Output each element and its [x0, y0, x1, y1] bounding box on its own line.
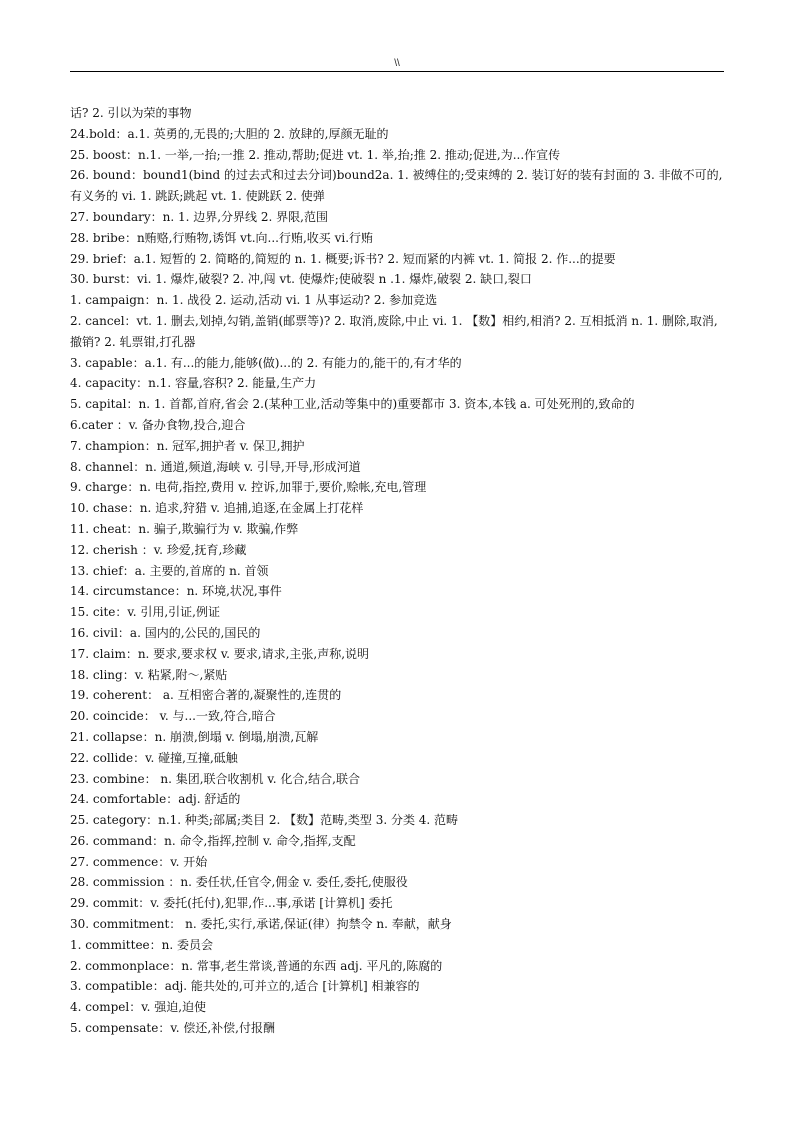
vocabulary-entry: 7. champion：n. 冠军,拥护者 v. 保卫,拥护 [70, 438, 305, 453]
vocabulary-entry: 22. collide：v. 碰撞,互撞,砥触 [70, 750, 238, 765]
vocabulary-entry: 28. bribe：n贿赂,行贿物,诱饵 vt.向...行贿,收买 vi.行贿 [70, 230, 374, 245]
vocabulary-entry: 30. burst：vi. 1. 爆炸,破裂? 2. 冲,闯 vt. 使爆炸;使破裂 n .1. 爆炸,破裂 2. 缺口,裂口 [70, 272, 532, 287]
vocabulary-entry: 5. compensate：v. 偿还,补偿,付报酬 [70, 1021, 275, 1036]
vocabulary-entry: 6.cater ：v. 备办食物,投合,迎合 [70, 417, 246, 432]
vocabulary-entry: 10. chase：n. 追求,狩猎 v. 追捕,追逐,在金属上打花样 [70, 501, 364, 516]
vocabulary-entry: 17. claim：n. 要求,要求权 v. 要求,请求,主张,声称,说明 [70, 646, 370, 661]
vocabulary-entry: 29. commit：v. 委托(托付),犯罪,作...事,承诺 [计算机] 委托 [70, 896, 393, 911]
vocabulary-entry: 19. coherent： a. 互相密合著的,凝聚性的,连贯的 [70, 688, 342, 703]
vocabulary-entry: 2. cancel：vt. 1. 删去,划掉,勾销,盖销(邮票等)? 2. 取消,废除,中止 vi. 1. 【数】相约,相消? 2. 互相抵消 n. 1. 删除,取消,撤销? 2. 轧票钳,打孔器 [70, 313, 718, 349]
vocabulary-entry: 27. commence：v. 开始 [70, 854, 208, 869]
vocabulary-entry: 25. category：n.1. 种类;部属;类目 2. 【数】范畴,类型 3. 分类 4. 范畴 [70, 813, 459, 828]
vocabulary-entry: 1. campaign：n. 1. 战役 2. 运动,活动 vi. 1 从事运动? 2. 参加竞选 [70, 293, 438, 308]
vocabulary-entry: 4. capacity：n.1. 容量,容积? 2. 能量,生产力 [70, 376, 317, 391]
vocabulary-entry: 15. cite：v. 引用,引证,例证 [70, 605, 220, 620]
vocabulary-entry: 9. charge：n. 电荷,指控,费用 v. 控诉,加罪于,要价,赊帐,充电,管理 [70, 480, 427, 495]
vocabulary-entry: 24.bold：a.1. 英勇的,无畏的;大胆的 2. 放肆的,厚颜无耻的 [70, 126, 389, 141]
vocabulary-entry: 2. commonplace：n. 常事,老生常谈,普通的东西 adj. 平凡的,陈腐的 [70, 958, 443, 973]
vocabulary-entry: 24. comfortable：adj. 舒适的 [70, 792, 241, 807]
vocabulary-entry: 16. civil：a. 国内的,公民的,国民的 [70, 625, 261, 640]
vocabulary-entry: 26. bound：bound1(bind 的过去式和过去分词)bound2a. 1. 被缚住的;受束缚的 2. 装订好的装有封面的 3. 非做不可的,有义务的 vi. 1. 跳跃;跳起 vt. 1. 使跳跃 2. 使弹 [70, 168, 723, 204]
vocabulary-list [70, 103, 726, 1039]
vocabulary-entry: 3. capable：a.1. 有...的能力,能够(做)...的 2. 有能力的,能干的,有才华的 [70, 355, 462, 370]
vocabulary-entry: 14. circumstance：n. 环境,状况,事件 [70, 584, 282, 599]
vocabulary-entry: 3. compatible：adj. 能共处的,可并立的,适合 [计算机] 相兼容的 [70, 979, 420, 994]
vocabulary-entry: 29. brief：a.1. 短暂的 2. 简略的,简短的 n. 1. 概要;诉书? 2. 短而紧的内裤 vt. 1. 简报 2. 作...的提要 [70, 251, 616, 266]
vocabulary-entry: 11. cheat：n. 骗子,欺骗行为 v. 欺骗,作弊 [70, 521, 299, 536]
vocabulary-entry: 28. commission ：n. 委任状,任官令,佣金 v. 委任,委托,使服役 [70, 875, 408, 890]
vocabulary-entry: 13. chief：a. 主要的,首席的 n. 首领 [70, 563, 269, 578]
vocabulary-entry: 20. coincide： v. 与...一致,符合,暗合 [70, 709, 276, 724]
vocabulary-entry: 26. command：n. 命令,指挥,控制 v. 命令,指挥,支配 [70, 833, 356, 848]
vocabulary-entry: 1. committee：n. 委员会 [70, 937, 214, 952]
vocabulary-entry: 4. compel：v. 强迫,迫使 [70, 1000, 207, 1015]
vocabulary-entry: 12. cherish ：v. 珍爱,抚育,珍藏 [70, 542, 247, 557]
vocabulary-entry: 21. collapse：n. 崩溃,倒塌 v. 倒塌,崩溃,瓦解 [70, 729, 319, 744]
vocabulary-entry: 5. capital：n. 1. 首都,首府,省会 2.(某种工业,活动等集中的)重要都市 3. 资本,本钱 a. 可处死刑的,致命的 [70, 397, 635, 412]
vocabulary-entry: 27. boundary：n. 1. 边界,分界线 2. 界限,范围 [70, 209, 328, 224]
vocabulary-entry: 8. channel：n. 通道,频道,海峡 v. 引导,开导,形成河道 [70, 459, 361, 474]
header-rule [70, 71, 724, 72]
header-mark: \\ [394, 58, 400, 69]
vocabulary-entry: 25. boost：n.1. 一举,一抬;一推 2. 推动,帮助;促进 vt. 1. 举,抬;推 2. 推动;促进,为...作宣传 [70, 147, 561, 162]
vocabulary-entry: 23. combine： n. 集团,联合收割机 v. 化合,结合,联合 [70, 771, 360, 786]
vocabulary-entry: 话? 2. 引以为荣的事物 [70, 106, 192, 120]
vocabulary-entry: 18. cling：v. 粘紧,附～,紧贴 [70, 667, 228, 682]
vocabulary-entry: 30. commitment： n. 委托,实行,承诺,保证(律）拘禁令 n. 奉献，献身 [70, 917, 452, 932]
